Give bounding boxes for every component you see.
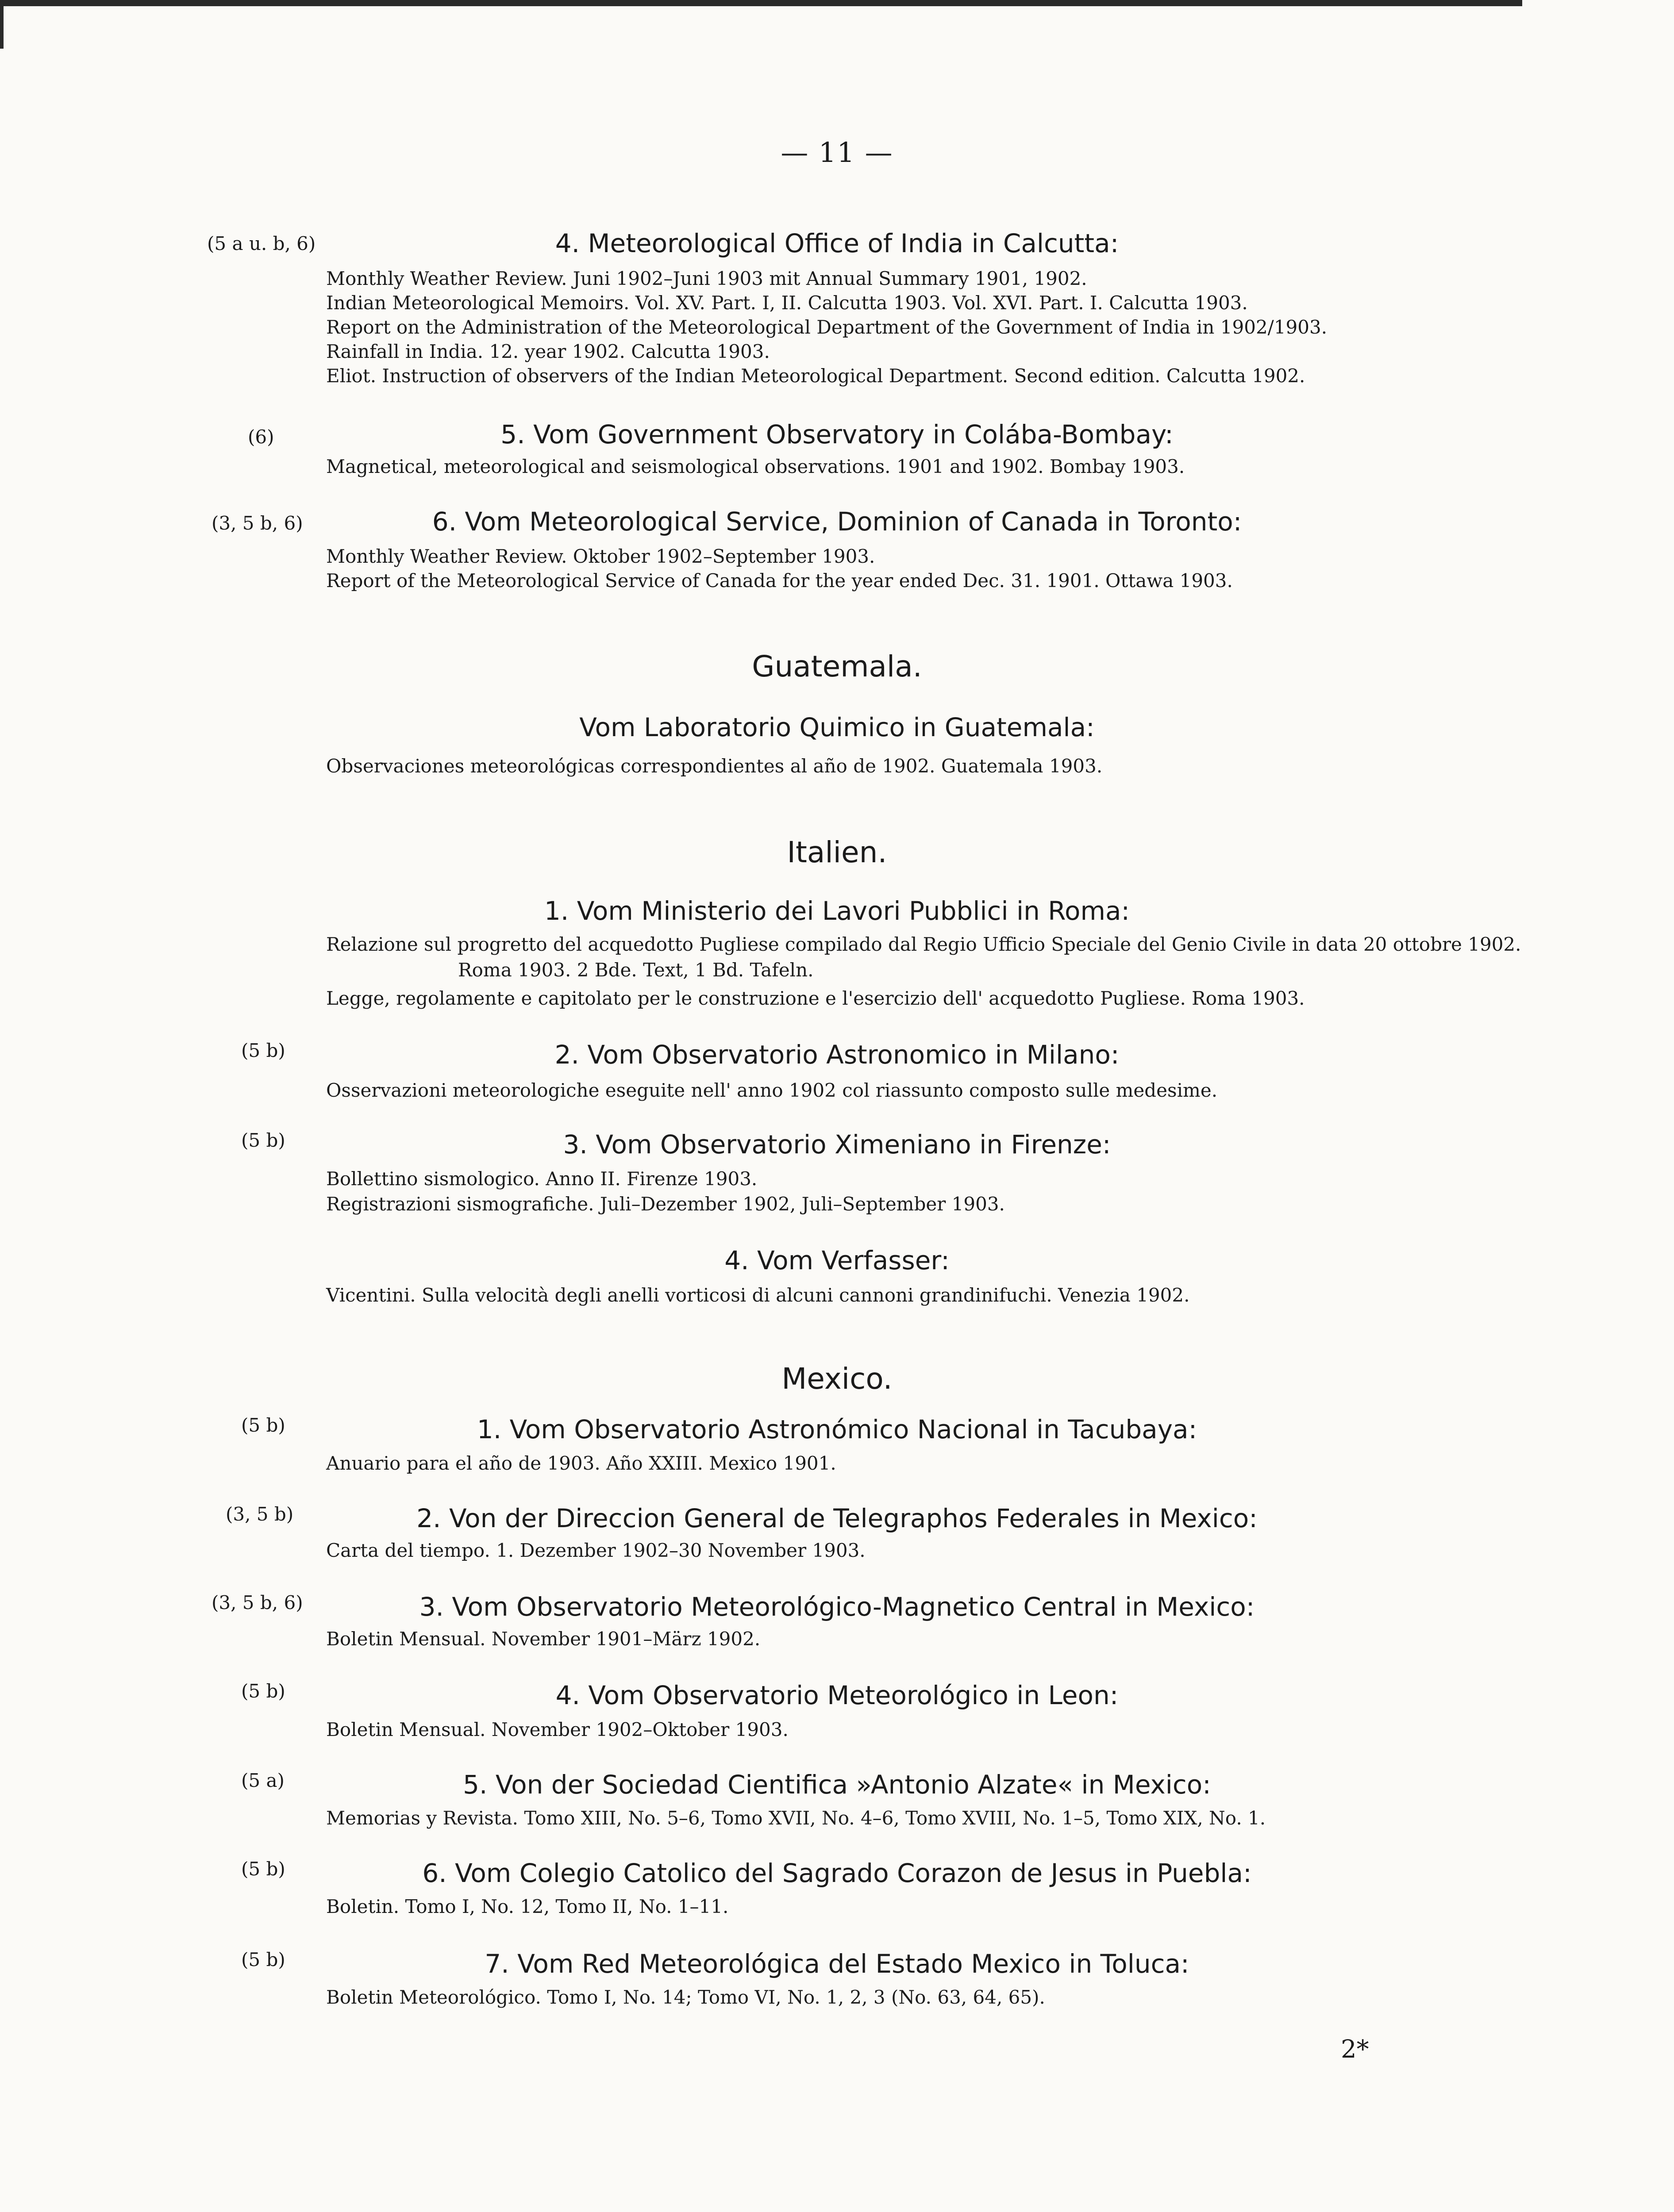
signature-mark: 2* [1341,2035,1369,2064]
entry-mark: (5 b) [241,1129,285,1151]
publication-line: Relazione sul progretto del acquedotto Pugliese compilado dal Regio Ufficio Speciale del Genio Civile in data 20 ottobre 1902. [326,933,1521,955]
publication-line: Indian Meteorological Memoirs. Vol. XV. Part. I, II. Calcutta 1903. Vol. XVI. Part. I. Calcutta 1903. [326,292,1248,314]
publication-line: Vicentini. Sulla velocità degli anelli vorticosi di alcuni cannoni grandinifuchi. Venezia 1902. [326,1284,1190,1306]
section-title-italien: Italien. [787,835,887,869]
publication-line: Boletin. Tomo I, No. 12, Tomo II, No. 1–11. [326,1896,729,1917]
entry-mark: (5 b) [241,1949,285,1970]
publication-line: Eliot. Instruction of observers of the Indian Meteorological Department. Second edition. Calcutta 1902. [326,365,1305,387]
publication-line: Roma 1903. 2 Bde. Text, 1 Bd. Tafeln. [458,959,814,981]
publication-line: Memorias y Revista. Tomo XIII, No. 5–6, Tomo XVII, No. 4–6, Tomo XVIII, No. 1–5, Tomo XIX, No. 1. [326,1807,1266,1829]
agency-heading: 3. Vom Observatorio Meteorológico-Magnetico Central in Mexico: [419,1592,1255,1622]
entry-mark: (6) [248,426,274,448]
agency-heading: 7. Vom Red Meteorológica del Estado Mexico in Toluca: [485,1949,1189,1979]
publication-line: Report of the Meteorological Service of Canada for the year ended Dec. 31. 1901. Ottawa 1903. [326,570,1233,591]
page-number: — 11 — [781,136,893,169]
agency-heading: 2. Vom Observatorio Astronomico in Milano: [554,1040,1120,1070]
entry-mark: (3, 5 b, 6) [212,512,303,534]
scan-top-rule [0,0,1522,6]
agency-heading: 5. Von der Sociedad Cientifica »Antonio Alzate« in Mexico: [463,1770,1211,1800]
entry-mark: (5 b) [241,1040,285,1061]
publication-line: Legge, regolamente e capitolato per le construzione e l'esercizio dell' acquedotto Pugliese. Roma 1903. [326,987,1305,1009]
publication-line: Observaciones meteorológicas correspondientes al año de 1902. Guatemala 1903. [326,755,1103,777]
section-title-guatemala: Guatemala. [752,649,922,684]
agency-heading: 3. Vom Observatorio Ximeniano in Firenze: [563,1129,1111,1160]
entry-mark: (3, 5 b) [226,1503,294,1525]
agency-heading: 6. Vom Meteorological Service, Dominion of Canada in Toronto: [432,507,1242,537]
agency-heading: Vom Laboratorio Quimico in Guatemala: [579,712,1095,742]
publication-line: Rainfall in India. 12. year 1902. Calcutta 1903. [326,341,770,362]
agency-heading: 6. Vom Colegio Catolico del Sagrado Corazon de Jesus in Puebla: [422,1858,1252,1888]
publication-line: Monthly Weather Review. Oktober 1902–September 1903. [326,545,875,567]
entry-mark: (5 b) [241,1414,285,1436]
agency-heading: 2. Von der Direccion General de Telegraphos Federales in Mexico: [416,1503,1258,1533]
publication-line: Carta del tiempo. 1. Dezember 1902–30 November 1903. [326,1540,866,1561]
entry-mark: (5 a) [241,1770,285,1791]
publication-line: Monthly Weather Review. Juni 1902–Juni 1903 mit Annual Summary 1901, 1902. [326,268,1087,289]
entry-mark: (5 a u. b, 6) [207,233,316,254]
publication-line: Registrazioni sismografiche. Juli–Dezember 1902, Juli–September 1903. [326,1193,1005,1215]
agency-heading: 1. Vom Ministerio dei Lavori Pubblici in Roma: [544,896,1130,926]
agency-heading: 4. Vom Observatorio Meteorológico in Leon: [555,1680,1119,1710]
section-title-mexico: Mexico. [781,1362,893,1396]
scan-left-edge [0,0,4,49]
entry-mark: (3, 5 b, 6) [212,1592,303,1613]
publication-line: Boletin Mensual. November 1901–März 1902. [326,1628,761,1650]
agency-heading: 5. Vom Government Observatory in Colába-Bombay: [500,419,1174,449]
publication-line: Boletin Meteorológico. Tomo I, No. 14; Tomo VI, No. 1, 2, 3 (No. 63, 64, 65). [326,1986,1045,2008]
agency-heading: 4. Meteorological Office of India in Calcutta: [555,228,1119,258]
publication-line: Report on the Administration of the Meteorological Department of the Government of India in 1902/1903. [326,316,1328,338]
entry-mark: (5 b) [241,1858,285,1880]
entry-mark: (5 b) [241,1680,285,1702]
publication-line: Anuario para el año de 1903. Año XXIII. Mexico 1901. [326,1452,836,1474]
publication-line: Magnetical, meteorological and seismological observations. 1901 and 1902. Bombay 1903. [326,456,1185,477]
publication-line: Boletin Mensual. November 1902–Oktober 1903. [326,1719,789,1740]
publication-line: Osservazioni meteorologiche eseguite nell' anno 1902 col riassunto composto sulle medesime. [326,1079,1218,1101]
publication-line: Bollettino sismologico. Anno II. Firenze 1903. [326,1168,758,1190]
agency-heading: 1. Vom Observatorio Astronómico Nacional in Tacubaya: [477,1414,1197,1444]
agency-heading: 4. Vom Verfasser: [724,1245,950,1275]
